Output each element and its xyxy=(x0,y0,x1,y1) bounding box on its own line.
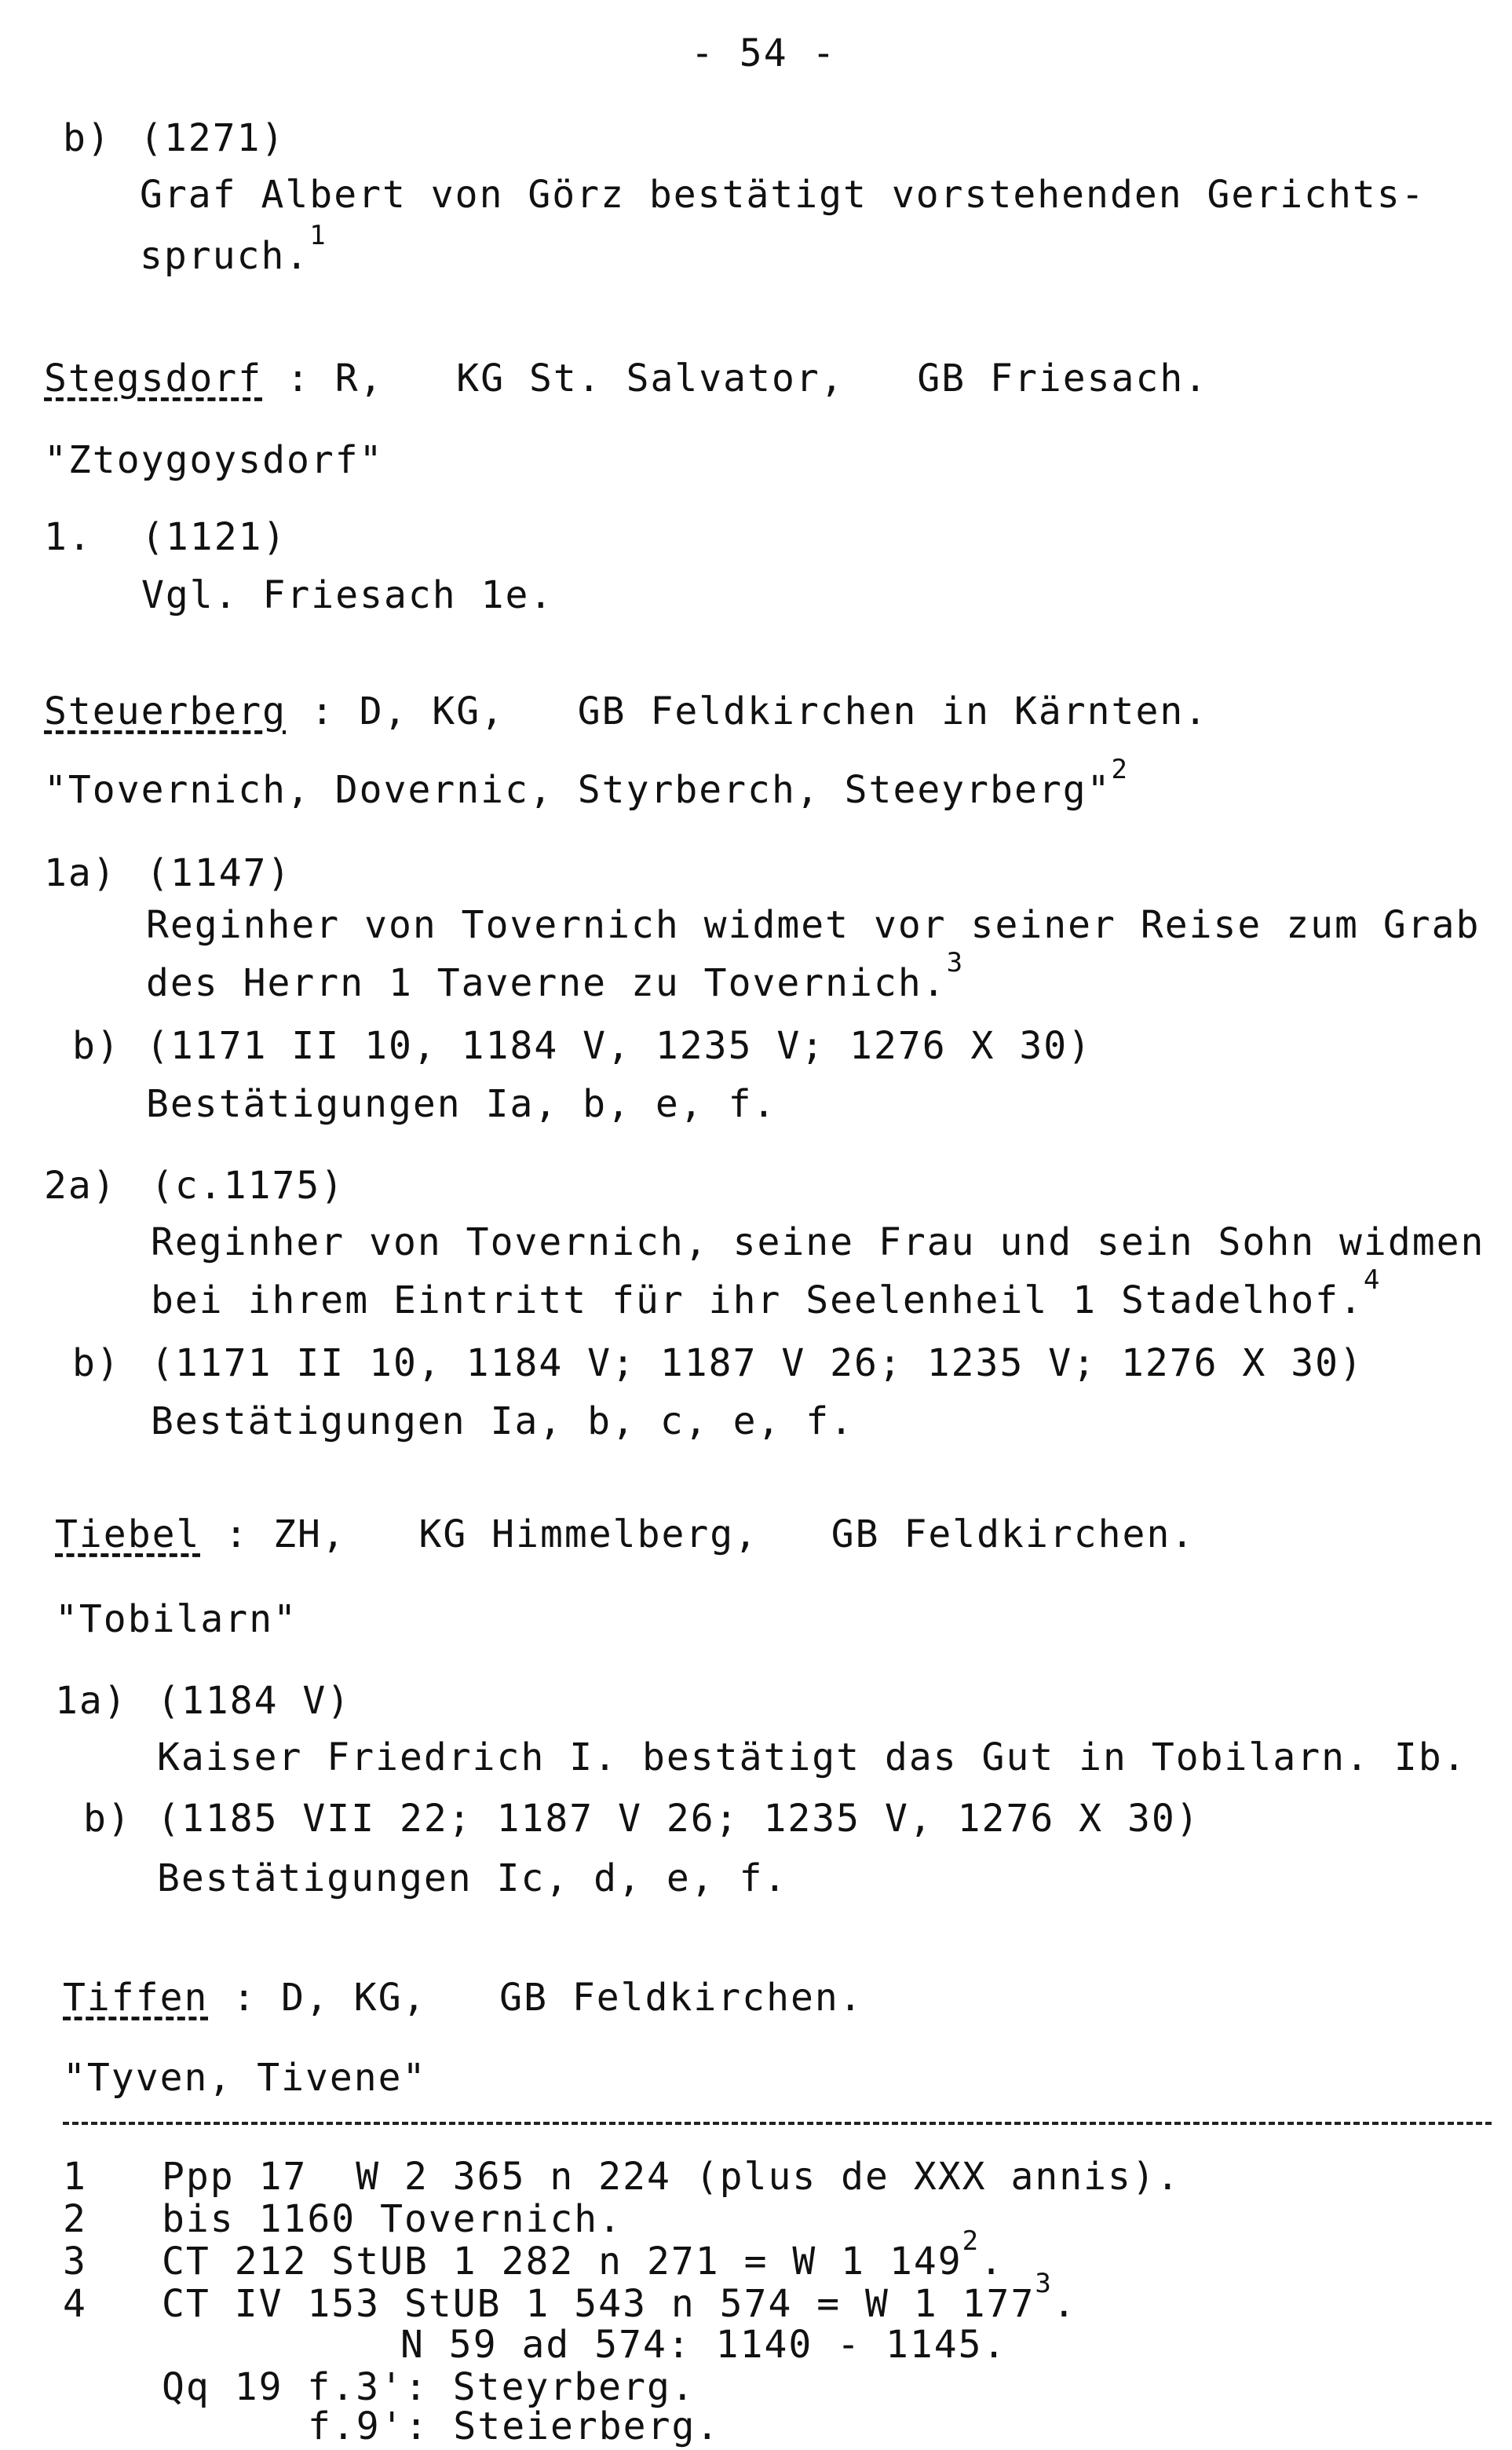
footnote-number: 2 xyxy=(63,2197,87,2241)
footnote-text: CT IV 153 StUB 1 543 n 574 = W 1 $177^3$. xyxy=(162,2268,1077,2326)
entry-text: spruch.$^1$ xyxy=(140,220,327,278)
entry-date: (1171 II 10, 1184 V, 1235 V; 1276 X 30) xyxy=(146,1024,1093,1068)
place-heading xyxy=(63,1974,864,2021)
entry-label: b) xyxy=(72,1024,121,1068)
place-info: : D, KG, GB Feldkirchen in Kärnten. xyxy=(310,689,1209,733)
entry-date: (1121) xyxy=(141,515,287,559)
entry-date: (1271) xyxy=(140,116,286,160)
entry-label: 1. xyxy=(44,515,93,559)
footnote-text: f.9': Steierberg. xyxy=(308,2404,721,2448)
footnote-separator xyxy=(63,2122,1492,2125)
footnote-ref: 1 xyxy=(309,220,327,251)
entry-label: 1a) xyxy=(55,1679,128,1723)
entry-text: Bestätigungen Ic, d, e, f. xyxy=(157,1856,788,1900)
footnote-text: N 59 ad 574: 1140 - 1145. xyxy=(400,2323,1007,2367)
place-heading xyxy=(44,355,1208,402)
entry-date: (1147) xyxy=(146,851,292,895)
entry-text: des Herrn 1 Taverne zu Tovernich.$^3$ xyxy=(146,947,965,1005)
old-name: "Tobilarn" xyxy=(55,1597,298,1641)
place-name: Steuerberg xyxy=(44,689,287,733)
entry-label: b) xyxy=(83,1797,132,1841)
entry-text: Kaiser Friedrich I. bestätigt das Gut in Tobilarn. Ib. xyxy=(157,1735,1467,1779)
entry-label: b) xyxy=(72,1341,121,1385)
footnote-number: 1 xyxy=(63,2155,87,2199)
entry-label: 1a) xyxy=(44,851,117,895)
place-name: Tiebel xyxy=(55,1512,201,1556)
entry-label: b) xyxy=(63,116,111,160)
entry-date: (1185 VII 22; 1187 V 26; 1235 V, 1276 X 30) xyxy=(157,1797,1200,1841)
place-info: : D, KG, GB Feldkirchen. xyxy=(232,1976,864,2020)
page-number: - 54 - xyxy=(691,31,837,75)
footnote-ref: 4 xyxy=(1363,1264,1382,1296)
entry-text: bei ihrem Eintritt für ihr Seelenheil 1 Stadelhof.$^4$ xyxy=(151,1264,1382,1322)
old-name: "Tovernich, Dovernic, Styrberch, Steeyrberg"$^2$ xyxy=(44,754,1130,812)
entry-date: (1171 II 10, 1184 V; 1187 V 26; 1235 V; 1276 X 30) xyxy=(151,1341,1364,1385)
old-name: "Tyven, Tivene" xyxy=(63,2056,427,2100)
place-info: : ZH, KG Himmelberg, GB Feldkirchen. xyxy=(225,1512,1196,1556)
old-name: "Ztoygoysdorf" xyxy=(44,438,384,482)
entry-text: Bestätigungen Ia, b, c, e, f. xyxy=(151,1399,855,1443)
entry-label: 2a) xyxy=(44,1164,117,1208)
place-heading xyxy=(44,688,1208,735)
footnote-ref: 3 xyxy=(946,947,965,978)
entry-text: Graf Albert von Görz bestätigt vorstehenden Gerichts- xyxy=(140,173,1426,217)
footnote-number: 3 xyxy=(63,2240,87,2284)
footnote-text: CT 212 StUB 1 282 n 271 = W 1 $149^2$. xyxy=(162,2225,1005,2284)
place-name: Tiffen xyxy=(63,1976,209,2020)
footnote-ref: 3 xyxy=(1035,2268,1053,2299)
entry-text: Bestätigungen Ia, b, e, f. xyxy=(146,1082,777,1126)
entry-text: Reginher von Tovernich, seine Frau und sein Sohn widmen xyxy=(151,1220,1485,1264)
footnote-ref: 2 xyxy=(1111,754,1130,785)
footnote-number: 4 xyxy=(63,2282,87,2326)
footnote-ref: 2 xyxy=(962,2225,981,2257)
footnote-text: Qq 19 f.3': Steyrberg. xyxy=(162,2365,696,2409)
entry-text: Reginher von Tovernich widmet vor seiner Reise zum Grab xyxy=(146,903,1481,947)
place-name: Stegsdorf xyxy=(44,357,263,400)
footnote-text: Ppp 17 W 2 365 n 224 (plus de XXX annis). xyxy=(162,2155,1181,2199)
place-info: : R, KG St. Salvator, GB Friesach. xyxy=(287,357,1209,400)
entry-date: (c.1175) xyxy=(151,1164,345,1208)
footnote-text: bis 1160 Tovernich. xyxy=(162,2197,623,2241)
place-heading xyxy=(55,1511,1195,1558)
entry-date: (1184 V) xyxy=(157,1679,352,1723)
entry-text: Vgl. Friesach 1e. xyxy=(141,573,554,617)
